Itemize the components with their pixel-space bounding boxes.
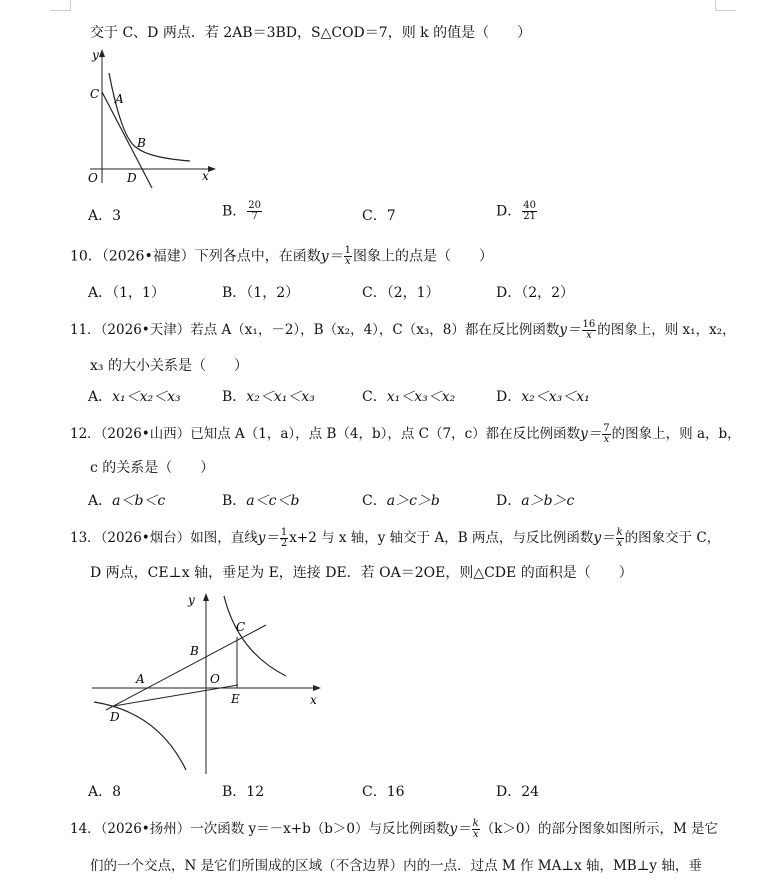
- page-corner-mark-left: [50, 0, 71, 11]
- q13-option-b[interactable]: B．12: [222, 784, 265, 800]
- q9-fig-y-label: y: [92, 48, 99, 62]
- q13-stem-line2: D 两点，CE⊥x 轴，垂足为 E，连接 DE．若 OA＝2OE，则△CDE 的面积是（ ）: [90, 565, 633, 581]
- q9-fig-o-label: O: [88, 171, 98, 185]
- q13-option-d[interactable]: D．24: [496, 784, 540, 800]
- q13-fig-a-label: A: [136, 672, 145, 686]
- q9-option-b[interactable]: B． $\frac{20}{7}$: [222, 200, 262, 222]
- q9-option-d[interactable]: D． $\frac{40}{21}$: [496, 200, 536, 222]
- q13-fig-e-label: E: [231, 692, 240, 706]
- q13-fig-c-label: C: [236, 620, 246, 634]
- q12-option-b[interactable]: B．a＜c＜b: [222, 493, 300, 509]
- q9-fig-x-label: x: [202, 169, 209, 183]
- q13-fig-y-label: y: [188, 593, 195, 607]
- q10-stem: 10．（2026•福建）下列各点中，在函数y＝ $\frac{1}{x}$ 图象上的点是（ ）: [70, 245, 493, 267]
- q13-stem: 13．（2026•烟台）如图，直线y＝ $\frac{1}{2}$ x+2 与 x 轴，y 轴交于 A，B 两点，与反比例函数y＝ $\frac{k}{x}$ 的图象交于 C，: [70, 527, 721, 549]
- q13-fig-d-label: D: [110, 710, 120, 724]
- q11-option-a[interactable]: A．x₁＜x₂＜x₃: [88, 389, 181, 405]
- q10-option-a[interactable]: A．（1，1）: [88, 285, 165, 301]
- page-corner-mark-right: [715, 0, 736, 11]
- q9-fig-c-label: C: [90, 87, 100, 101]
- q13-figure: [88, 588, 328, 778]
- q13-option-a[interactable]: A．8: [88, 784, 122, 800]
- q9-fig-d-label: D: [127, 171, 137, 185]
- q11-option-c[interactable]: C．x₁＜x₃＜x₂: [362, 389, 456, 405]
- q13-option-c[interactable]: C．16: [362, 784, 405, 800]
- q12-option-d[interactable]: D．a＞b＞c: [496, 493, 575, 509]
- q12-stem-line2: c 的关系是（ ）: [90, 460, 215, 476]
- q9-option-a[interactable]: A．3: [88, 208, 122, 224]
- q11-stem-line2: x₃ 的大小关系是（ ）: [90, 358, 248, 374]
- q11-stem: 11．（2026•天津）若点 A（x₁，－2），B（x₂，4），C（x₃，8）都在反比例函数y＝ $\frac{16}{x}$ 的图象上，则 x₁，x₂，: [70, 319, 736, 341]
- q10-option-c[interactable]: C．（2，1）: [362, 285, 440, 301]
- q13-fig-o-label: O: [210, 672, 220, 686]
- q9-figure: [82, 45, 222, 190]
- q10-option-b[interactable]: B．（1，2）: [222, 285, 300, 301]
- q12-option-c[interactable]: C．a＞c＞b: [362, 493, 440, 509]
- q10-option-d[interactable]: D．（2，2）: [496, 285, 575, 301]
- q14-stem: 14．（2026•扬州）一次函数 y＝－x+b（b＞0）与反比例函数y＝ $\frac{k}{x}$ （k＞0）的部分图象如图所示，M 是它: [70, 818, 719, 840]
- q12-stem: 12．（2026•山西）已知点 A（1，a），点 B（4，b），点 C（7，c）都在反比例函数y＝ $\frac{7}{x}$ 的图象上，则 a，b，: [70, 423, 741, 445]
- q9-fig-a-label: A: [115, 92, 124, 106]
- q11-option-b[interactable]: B．x₂＜x₁＜x₃: [222, 389, 315, 405]
- q11-option-d[interactable]: D．x₂＜x₃＜x₁: [496, 389, 590, 405]
- q13-fig-x-label: x: [310, 693, 317, 707]
- q9-stem-tail: 交于 C、D 两点．若 2AB＝3BD，S△COD＝7，则 k 的值是（ ）: [90, 25, 532, 41]
- q12-option-a[interactable]: A．a＜b＜c: [88, 493, 166, 509]
- q9-fig-b-label: B: [137, 136, 146, 150]
- q14-stem-line2: 们的一个交点，N 是它们所围成的区域（不含边界）内的一点．过点 M 作 MA⊥x 轴，MB⊥y 轴，垂: [90, 858, 702, 874]
- q13-fig-b-label: B: [190, 644, 199, 658]
- q9-option-c[interactable]: C．7: [362, 208, 396, 224]
